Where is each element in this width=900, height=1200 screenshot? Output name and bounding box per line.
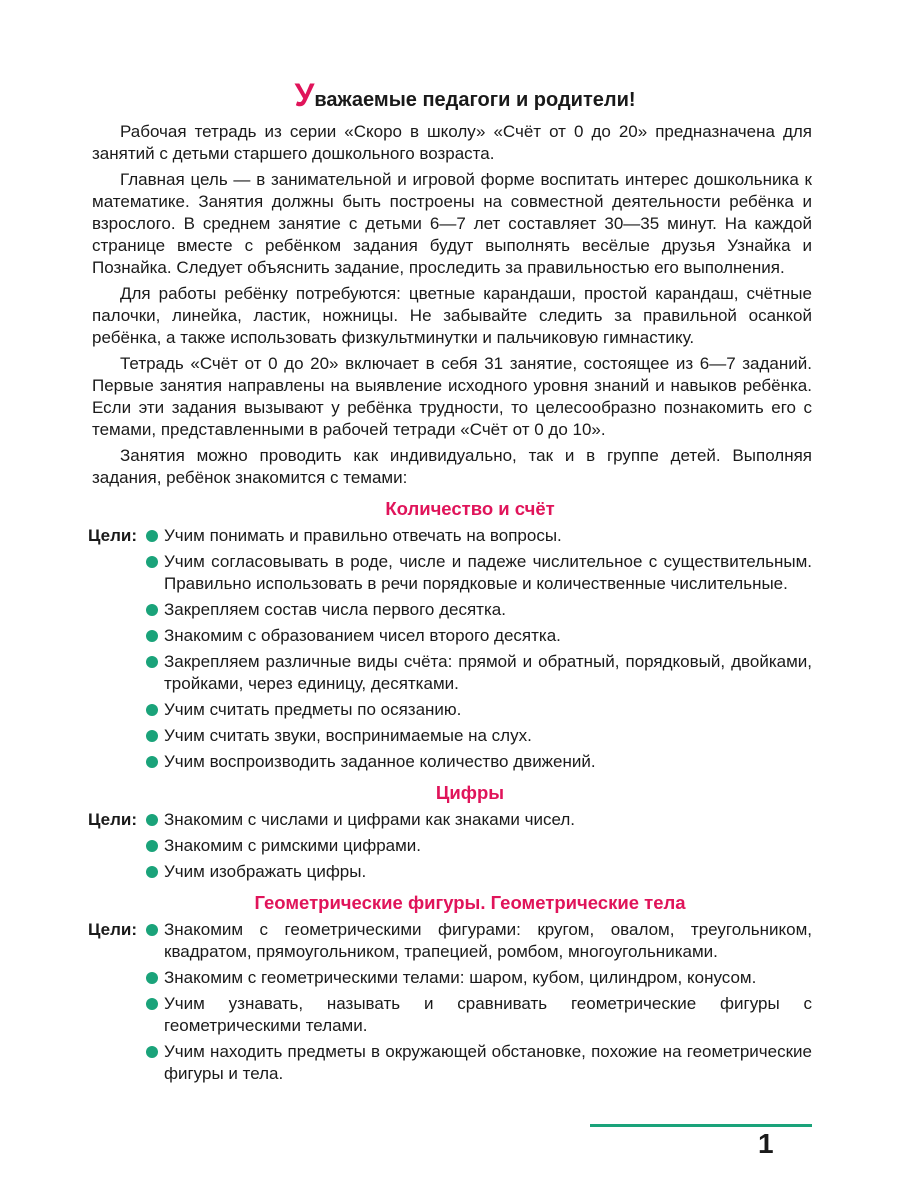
bullet-icon xyxy=(146,814,158,826)
list-item-text: Знакомим с геометрическими телами: шаром, кубом, цилиндром, конусом. xyxy=(164,968,757,987)
list-item xyxy=(144,967,812,989)
goals-label: Цели: xyxy=(88,810,137,829)
list-item xyxy=(144,861,812,883)
intro-paragraph: Для работы ребёнку потребуются: цветные карандаши, простой карандаш, счётные палочки, линейка, ластик, ножницы. Не забывайте следить за правильной осанкой ребёнка, а также использовать физкультминутки и пальчиковую гимнастику. xyxy=(92,284,812,347)
page-content xyxy=(88,78,812,1089)
section-title: Количество и счёт xyxy=(385,498,555,519)
section-digits xyxy=(88,781,812,883)
bullet-icon xyxy=(146,656,158,668)
list-item-text: Учим согласовывать в роде, числе и падеже числительное с существительным. Правильно использовать в речи порядковые и количественные числительные. xyxy=(164,552,812,593)
bullet-icon xyxy=(146,704,158,716)
bullet-icon xyxy=(146,530,158,542)
list-item-text: Учим находить предметы в окружающей обстановке, похожие на геометрические фигуры и тела. xyxy=(164,1042,812,1083)
list-item xyxy=(144,625,812,647)
list-item-text: Учим считать предметы по осязанию. xyxy=(164,700,462,719)
section-title: Цифры xyxy=(435,782,505,803)
goals-block xyxy=(88,919,812,1085)
section-counting xyxy=(88,497,812,773)
list-item-text: Знакомим с геометрическими фигурами: кругом, овалом, треугольником, квадратом, прямоугольником, трапецией, ромбом, многоугольниками. xyxy=(164,920,812,961)
goals-label: Цели: xyxy=(88,526,137,545)
bullet-icon xyxy=(146,998,158,1010)
list-item-text: Закрепляем различные виды счёта: прямой и обратный, порядковый, двойками, тройками, через единицу, десятками. xyxy=(164,652,812,693)
list-item xyxy=(144,751,812,773)
goals-list xyxy=(88,809,812,883)
list-item-text: Учим узнавать, называть и сравнивать геометрические фигуры с геометрическими телами. xyxy=(164,994,812,1035)
list-item-text: Знакомим с римскими цифрами. xyxy=(164,836,422,855)
footer-divider xyxy=(590,1124,812,1127)
goals-block xyxy=(88,809,812,883)
bullet-icon xyxy=(146,866,158,878)
intro-text xyxy=(88,121,812,489)
bullet-icon xyxy=(146,1046,158,1058)
section-geometry xyxy=(88,891,812,1085)
bullet-icon xyxy=(146,730,158,742)
bullet-icon xyxy=(146,840,158,852)
goals-list xyxy=(88,919,812,1085)
bullet-icon xyxy=(146,756,158,768)
bullet-icon xyxy=(146,972,158,984)
list-item xyxy=(144,599,812,621)
bullet-icon xyxy=(146,630,158,642)
list-item-text: Учим понимать и правильно отвечать на вопросы. xyxy=(164,526,562,545)
bullet-icon xyxy=(146,604,158,616)
title-text: важаемые педагоги и родители! xyxy=(314,89,636,111)
list-item-text: Учим изображать цифры. xyxy=(164,862,367,881)
goals-list xyxy=(88,525,812,773)
list-item-text: Учим считать звуки, воспринимаемые на слух. xyxy=(164,726,532,745)
list-item-text: Учим воспроизводить заданное количество движений. xyxy=(164,752,596,771)
list-item xyxy=(144,993,812,1037)
list-item-text: Закрепляем состав числа первого десятка. xyxy=(164,600,506,619)
intro-paragraph: Рабочая тетрадь из серии «Скоро в школу» «Счёт от 0 до 20» предназначена для занятий с детьми старшего дошкольного возраста. xyxy=(92,122,812,163)
bullet-icon xyxy=(146,924,158,936)
section-title: Геометрические фигуры. Геометрические тела xyxy=(254,892,686,913)
list-item xyxy=(144,525,812,547)
list-item xyxy=(144,919,812,963)
list-item-text: Знакомим с образованием чисел второго десятка. xyxy=(164,626,561,645)
title-initial: У xyxy=(294,77,315,113)
goals-label: Цели: xyxy=(88,920,137,939)
list-item xyxy=(144,725,812,747)
intro-paragraph: Тетрадь «Счёт от 0 до 20» включает в себя 31 занятие, состоящее из 6—7 заданий. Первые занятия направлены на выявление исходного уровня знаний и навыков ребёнка. Если эти задания вызывают у ребёнка трудности, то целесообразно познакомить его с темами, представленными в рабочей тетради «Счёт от 0 до 10». xyxy=(92,354,812,439)
list-item-text: Знакомим с числами и цифрами как знаками чисел. xyxy=(164,810,576,829)
list-item xyxy=(144,835,812,857)
list-item xyxy=(144,551,812,595)
page-title xyxy=(118,78,812,117)
list-item xyxy=(144,699,812,721)
list-item xyxy=(144,809,812,831)
page-number: 1 xyxy=(758,1128,774,1159)
list-item xyxy=(144,651,812,695)
intro-paragraph: Занятия можно проводить как индивидуально, так и в группе детей. Выполняя задания, ребёнок знакомится с темами: xyxy=(92,446,812,487)
bullet-icon xyxy=(146,556,158,568)
intro-paragraph: Главная цель — в занимательной и игровой форме воспитать интерес дошкольника к математике. Занятия должны быть построены на совместной деятельности ребёнка и взрослого. В среднем занятие с детьми 6—7 лет составляет 30—35 минут. На каждой странице вместе с ребёнком задания будут выполнять весёлые друзья Узнайка и Познайка. Следует объяснить задание, проследить за правильностью его выполнения. xyxy=(92,170,812,277)
goals-block xyxy=(88,525,812,773)
list-item xyxy=(144,1041,812,1085)
